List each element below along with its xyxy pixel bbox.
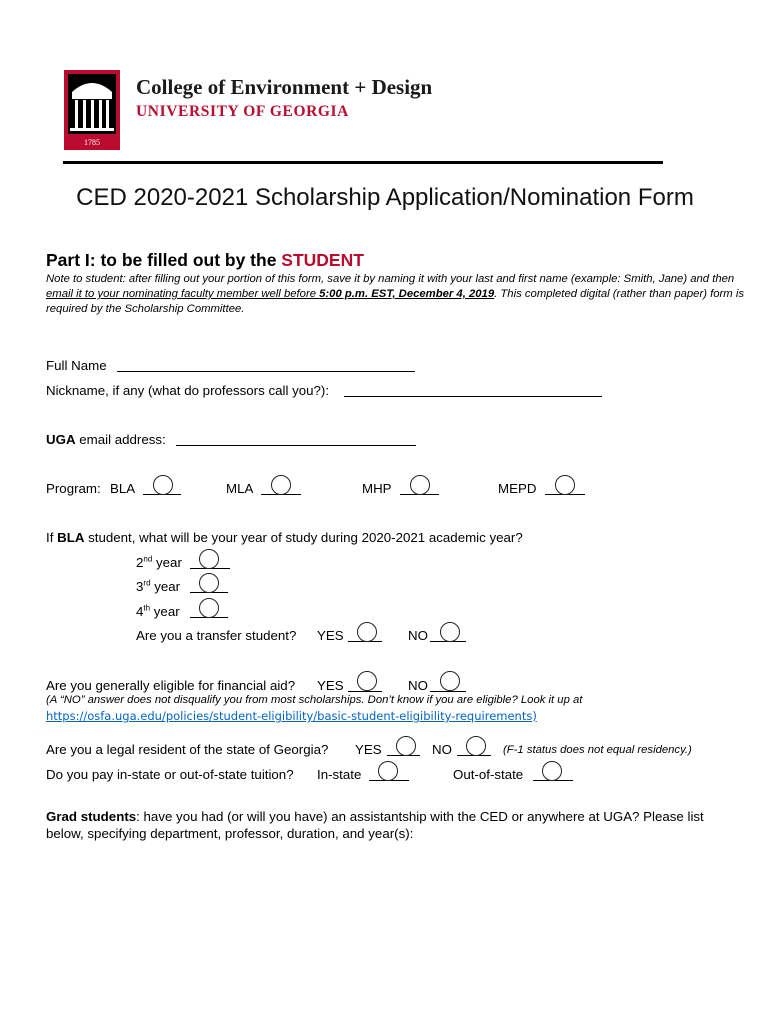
- logo-year: 1785: [84, 138, 100, 147]
- aid-question: Are you generally eligible for financial aid?: [46, 678, 296, 693]
- year-2-radio[interactable]: [199, 549, 219, 569]
- part1-heading-student: STUDENT: [281, 250, 364, 270]
- email-field[interactable]: [176, 445, 416, 446]
- transfer-no-label: NO: [408, 628, 428, 643]
- aid-no-underline: [430, 691, 466, 692]
- header-divider: [63, 161, 663, 164]
- nickname-field[interactable]: [344, 396, 602, 397]
- transfer-yes-label: YES: [317, 628, 344, 643]
- residency-note: (F-1 status does not equal residency.): [503, 744, 692, 756]
- residency-yes-label: YES: [355, 742, 382, 757]
- residency-no-radio[interactable]: [466, 736, 486, 756]
- full-name-row: [46, 358, 107, 373]
- residency-no-label: NO: [432, 742, 452, 757]
- eligibility-link[interactable]: https://osfa.uga.edu/policies/student-eligibility/basic-student-eligibility-requirements): [46, 709, 537, 723]
- program-mla-radio[interactable]: [271, 475, 291, 495]
- transfer-no-radio[interactable]: [440, 622, 460, 642]
- uga-arch-logo: [64, 70, 120, 150]
- aid-yes-radio[interactable]: [357, 671, 377, 691]
- part1-heading-prefix: Part I: to be filled out by the: [46, 250, 282, 270]
- year-2-label: 2nd year: [136, 554, 182, 570]
- residency-yes-radio[interactable]: [396, 736, 416, 756]
- grad-question: [46, 808, 726, 842]
- note-deadline: 5:00 p.m. EST, December 4, 2019: [319, 288, 495, 300]
- email-label-uga: UGA: [46, 432, 76, 447]
- program-bla-radio[interactable]: [153, 475, 173, 495]
- instate-radio[interactable]: [378, 761, 398, 781]
- tuition-question: Do you pay in-state or out-of-state tuition?: [46, 767, 294, 782]
- note-text-a: Note to student: after filling out your portion of this form, save it by naming it with your last and first name (example: Smith, Jane) and then: [46, 273, 735, 285]
- grad-question-bold: Grad students: [46, 809, 137, 824]
- program-mepd-radio[interactable]: [555, 475, 575, 495]
- instate-label: In-state: [317, 767, 362, 782]
- year-4-label: 4th year: [136, 603, 180, 619]
- year-3-label: 3rd year: [136, 578, 181, 594]
- grad-response-area[interactable]: [46, 850, 726, 1010]
- nickname-row: [46, 383, 329, 398]
- program-option-mla-label: MLA: [226, 481, 254, 496]
- aid-no-radio[interactable]: [440, 671, 460, 691]
- aid-note: (A “NO” answer does not disqualify you from most scholarships. Don’t know if you are eligible? Look it up at: [46, 694, 583, 706]
- form-title: CED 2020-2021 Scholarship Application/Nomination Form: [76, 184, 694, 211]
- residency-question: Are you a legal resident of the state of Georgia?: [46, 742, 329, 757]
- note-email-instruction: email it to your nominating faculty member well before: [46, 288, 320, 300]
- transfer-question: Are you a transfer student?: [136, 628, 297, 643]
- bla-year-question: If BLA student, what will be your year of study during 2020-2021 academic year?: [46, 530, 523, 545]
- year-4-radio[interactable]: [199, 598, 219, 618]
- year-3-radio[interactable]: [199, 573, 219, 593]
- part1-heading: [46, 250, 364, 271]
- student-note: [46, 272, 746, 317]
- college-name: College of Environment + Design: [136, 75, 433, 99]
- email-label-rest: email address:: [75, 432, 166, 447]
- aid-yes-label: YES: [317, 678, 344, 693]
- full-name-label: Full Name: [46, 358, 107, 373]
- note-text-b: . This completed digital (rather than paper) form is required by the Scholarship Committee.: [46, 288, 745, 315]
- grad-question-text: : have you had (or will you have) an assistantship with the CED or anywhere at UGA? Please list below, specifying department, professor, duration, and year(s):: [46, 809, 704, 841]
- program-option-mhp-label: MHP: [362, 481, 392, 496]
- outstate-label: Out-of-state: [453, 767, 524, 782]
- program-label: Program:: [46, 481, 101, 496]
- email-row: [46, 432, 166, 447]
- full-name-field[interactable]: [117, 371, 415, 372]
- transfer-yes-radio[interactable]: [357, 622, 377, 642]
- program-option-mepd-label: MEPD: [498, 481, 537, 496]
- nickname-label: Nickname, if any (what do professors call you?):: [46, 383, 330, 398]
- outstate-radio[interactable]: [542, 761, 562, 781]
- program-mhp-radio[interactable]: [410, 475, 430, 495]
- university-name: UNIVERSITY OF GEORGIA: [136, 103, 349, 120]
- program-option-bla-label: BLA: [110, 481, 136, 496]
- aid-no-label: NO: [408, 678, 428, 693]
- aid-yes-underline: [348, 691, 382, 692]
